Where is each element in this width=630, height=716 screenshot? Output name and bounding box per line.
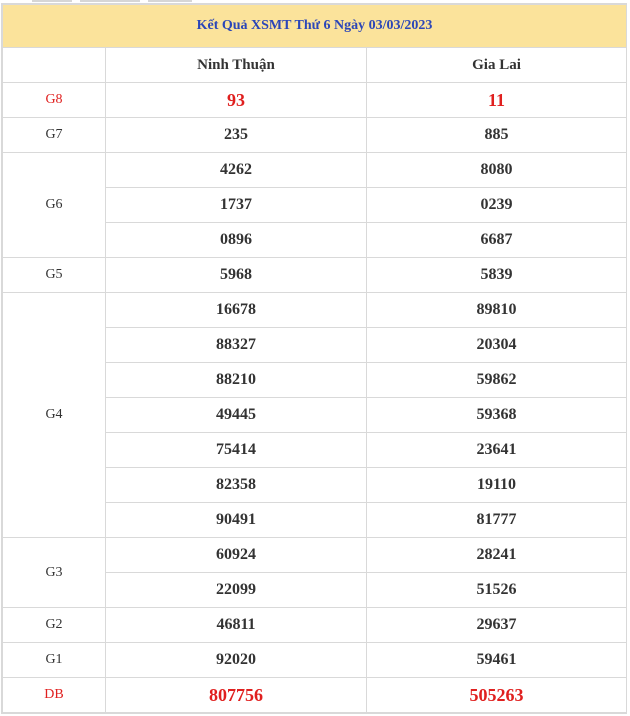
- prize-label: G3: [3, 538, 106, 608]
- province-header-ninh-thuan: Ninh Thuận: [106, 48, 367, 83]
- result-gia-lai: 28241: [367, 538, 627, 573]
- prize-column-header: [3, 48, 106, 83]
- prize-label: G5: [3, 258, 106, 293]
- result-ninh-thuan: 88327: [106, 328, 367, 363]
- result-ninh-thuan: 0896: [106, 223, 367, 258]
- prize-label: DB: [3, 678, 106, 713]
- tab-indicator[interactable]: [148, 0, 192, 2]
- table-row: [3, 293, 627, 328]
- prize-label: G8: [3, 83, 106, 118]
- result-gia-lai: 5839: [367, 258, 627, 293]
- table-title: Kết Quả XSMT Thứ 6 Ngày 03/03/2023: [3, 5, 627, 48]
- prize-label: G6: [3, 153, 106, 258]
- result-ninh-thuan: 16678: [106, 293, 367, 328]
- result-ninh-thuan: 92020: [106, 643, 367, 678]
- results-body: [3, 83, 627, 713]
- result-gia-lai: 20304: [367, 328, 627, 363]
- table-row: [3, 643, 627, 678]
- lottery-results-table: [2, 4, 627, 713]
- result-gia-lai: 51526: [367, 573, 627, 608]
- result-ninh-thuan: 82358: [106, 468, 367, 503]
- result-ninh-thuan: 807756: [106, 678, 367, 713]
- result-ninh-thuan: 60924: [106, 538, 367, 573]
- result-ninh-thuan: 5968: [106, 258, 367, 293]
- result-ninh-thuan: 22099: [106, 573, 367, 608]
- result-gia-lai: 23641: [367, 433, 627, 468]
- table-row: [3, 153, 627, 188]
- result-gia-lai: 11: [367, 83, 627, 118]
- province-header-gia-lai: Gia Lai: [367, 48, 627, 83]
- prize-label: G7: [3, 118, 106, 153]
- result-gia-lai: 29637: [367, 608, 627, 643]
- result-ninh-thuan: 1737: [106, 188, 367, 223]
- table-row: [3, 118, 627, 153]
- result-gia-lai: 0239: [367, 188, 627, 223]
- result-ninh-thuan: 4262: [106, 153, 367, 188]
- table-row: [3, 608, 627, 643]
- result-gia-lai: 59862: [367, 363, 627, 398]
- result-gia-lai: 8080: [367, 153, 627, 188]
- table-row: [3, 538, 627, 573]
- result-gia-lai: 59368: [367, 398, 627, 433]
- prize-label: G2: [3, 608, 106, 643]
- prize-label: G1: [3, 643, 106, 678]
- result-gia-lai: 6687: [367, 223, 627, 258]
- table-row: [3, 83, 627, 118]
- table-row: [3, 678, 627, 713]
- tab-indicator[interactable]: [80, 0, 140, 2]
- result-ninh-thuan: 46811: [106, 608, 367, 643]
- prize-label: G4: [3, 293, 106, 538]
- result-gia-lai: 505263: [367, 678, 627, 713]
- result-ninh-thuan: 93: [106, 83, 367, 118]
- result-gia-lai: 89810: [367, 293, 627, 328]
- tab-indicator[interactable]: [32, 0, 72, 2]
- result-ninh-thuan: 75414: [106, 433, 367, 468]
- result-ninh-thuan: 90491: [106, 503, 367, 538]
- result-gia-lai: 59461: [367, 643, 627, 678]
- result-gia-lai: 19110: [367, 468, 627, 503]
- result-gia-lai: 885: [367, 118, 627, 153]
- table-row: [3, 258, 627, 293]
- result-ninh-thuan: 235: [106, 118, 367, 153]
- result-ninh-thuan: 49445: [106, 398, 367, 433]
- result-ninh-thuan: 88210: [106, 363, 367, 398]
- result-gia-lai: 81777: [367, 503, 627, 538]
